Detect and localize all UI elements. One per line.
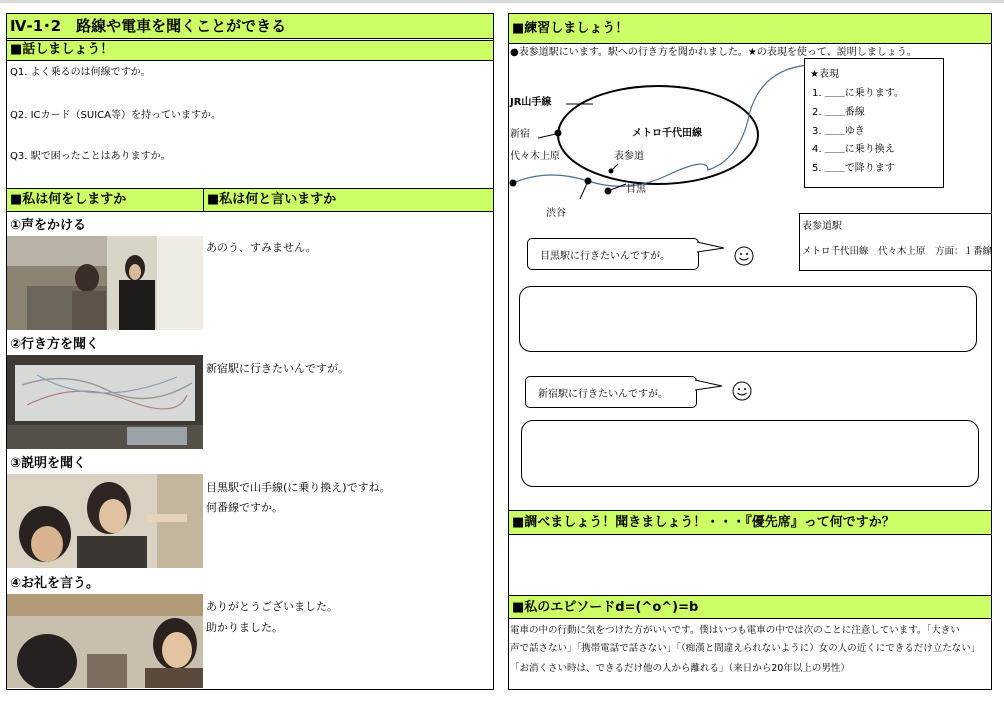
answer-box-1[interactable] <box>519 286 977 352</box>
step3-line2: 何番線ですか。 <box>206 501 283 514</box>
expression-1: 1. ＿＿に乗ります。 <box>812 88 904 99</box>
page-title: Ⅳ-1･2 路線や電車を聞くことができる <box>6 13 494 39</box>
station-name: 表参道駅 <box>802 221 842 232</box>
photo-say-thanks <box>7 594 203 688</box>
bubble-2-tail <box>694 378 724 392</box>
map-label-shinjuku: 新宿 <box>510 129 530 140</box>
step3-line1 <box>206 481 391 495</box>
question-1: Q1. よく乗るのは何線ですか。 <box>10 67 151 78</box>
expressions-title: ★表現 <box>810 69 839 80</box>
answer-box-2[interactable] <box>521 420 979 487</box>
step3-title: ③説明を聞く <box>10 456 87 471</box>
talk-header: ■話しましょう！ <box>6 40 494 61</box>
episode-line-1: 電車の中の行動に気をつけた方がいいです。僕はいつも電車の中では次のことに注意しています。「大きい <box>510 625 960 636</box>
question-3: Q3. 駅で困ったことはありますか。 <box>10 151 171 162</box>
step1-title: ①声をかける <box>10 218 87 233</box>
photo-route-map <box>7 355 203 449</box>
step4-line2: 助かりました。 <box>206 621 283 634</box>
col-what-do-header: ■私は何をしますか <box>6 188 204 212</box>
expression-3: 3. ＿＿ゆき <box>812 126 865 137</box>
research-header: ■調べましょう！聞きましょう！・・・『優先席』って何ですか？ <box>508 510 992 535</box>
step3-line1-text: 目黒駅で山手線(に乗り換え)ですね。 <box>206 481 391 494</box>
bubble-1-tail <box>696 240 726 254</box>
step2-line1 <box>206 362 349 376</box>
episode-header: ■私のエピソードd=(^o^)=b <box>508 595 992 619</box>
smiley-icon <box>732 381 752 401</box>
photo-listen-explanation <box>7 474 203 568</box>
top-rule <box>0 0 1004 3</box>
map-label-shibuya: 渋谷 <box>546 208 566 219</box>
question-2: Q2. ICカード（SUICA等）を持っていますか。 <box>10 110 221 121</box>
episode-line-2: 声で話さない」「携帯電話で話さない」「（痴漢と間違えられないように）女の人の近くにできるだけ立たない」 <box>510 643 981 654</box>
step2-line1-text: 新宿駅に行きたいんですが。 <box>206 362 349 375</box>
practice-instruction: ●表参道駅にいます。駅への行き方を聞かれました。★の表現を使って、説明しましょう。 <box>510 47 917 58</box>
expression-5: 5. ＿＿で降ります <box>812 163 895 174</box>
expression-4: 4. ＿＿に乗り換え <box>812 144 895 155</box>
practice-header: ■練習しましょう！ <box>508 13 992 44</box>
bubble-2-text: 新宿駅に行きたいんですが。 <box>538 389 668 400</box>
map-label-yoyogi: 代々木上原 <box>510 151 560 162</box>
smiley-icon <box>734 246 754 266</box>
map-label-metro: メトロ千代田線 <box>632 128 702 139</box>
expression-2: 2. ＿＿番線 <box>812 107 865 118</box>
col-what-say-header: ■私は何と言いますか <box>203 188 494 212</box>
step4-title: ④お礼を言う。 <box>10 576 100 591</box>
chiyoda-line <box>513 65 808 186</box>
step1-line1: あのう、すみません。 <box>206 241 317 254</box>
map-label-omotesando: 表参道 <box>614 151 644 162</box>
map-label-jr: JR山手線 <box>510 97 552 108</box>
step2-title: ②行き方を聞く <box>10 337 100 352</box>
station-detail: メトロ千代田線 代々木上原 方面：１番線 <box>802 246 993 257</box>
photo-call-out <box>7 236 203 330</box>
step4-line1: ありがとうございました。 <box>206 600 338 613</box>
episode-line-3: 「お消くさい時は、できるだけ他の人から離れる」（来日から20年以上の男性） <box>510 663 850 674</box>
bubble-1-text: 目黒駅に行きたいんですが。 <box>540 251 670 262</box>
map-label-meguro: 目黒 <box>626 184 646 195</box>
